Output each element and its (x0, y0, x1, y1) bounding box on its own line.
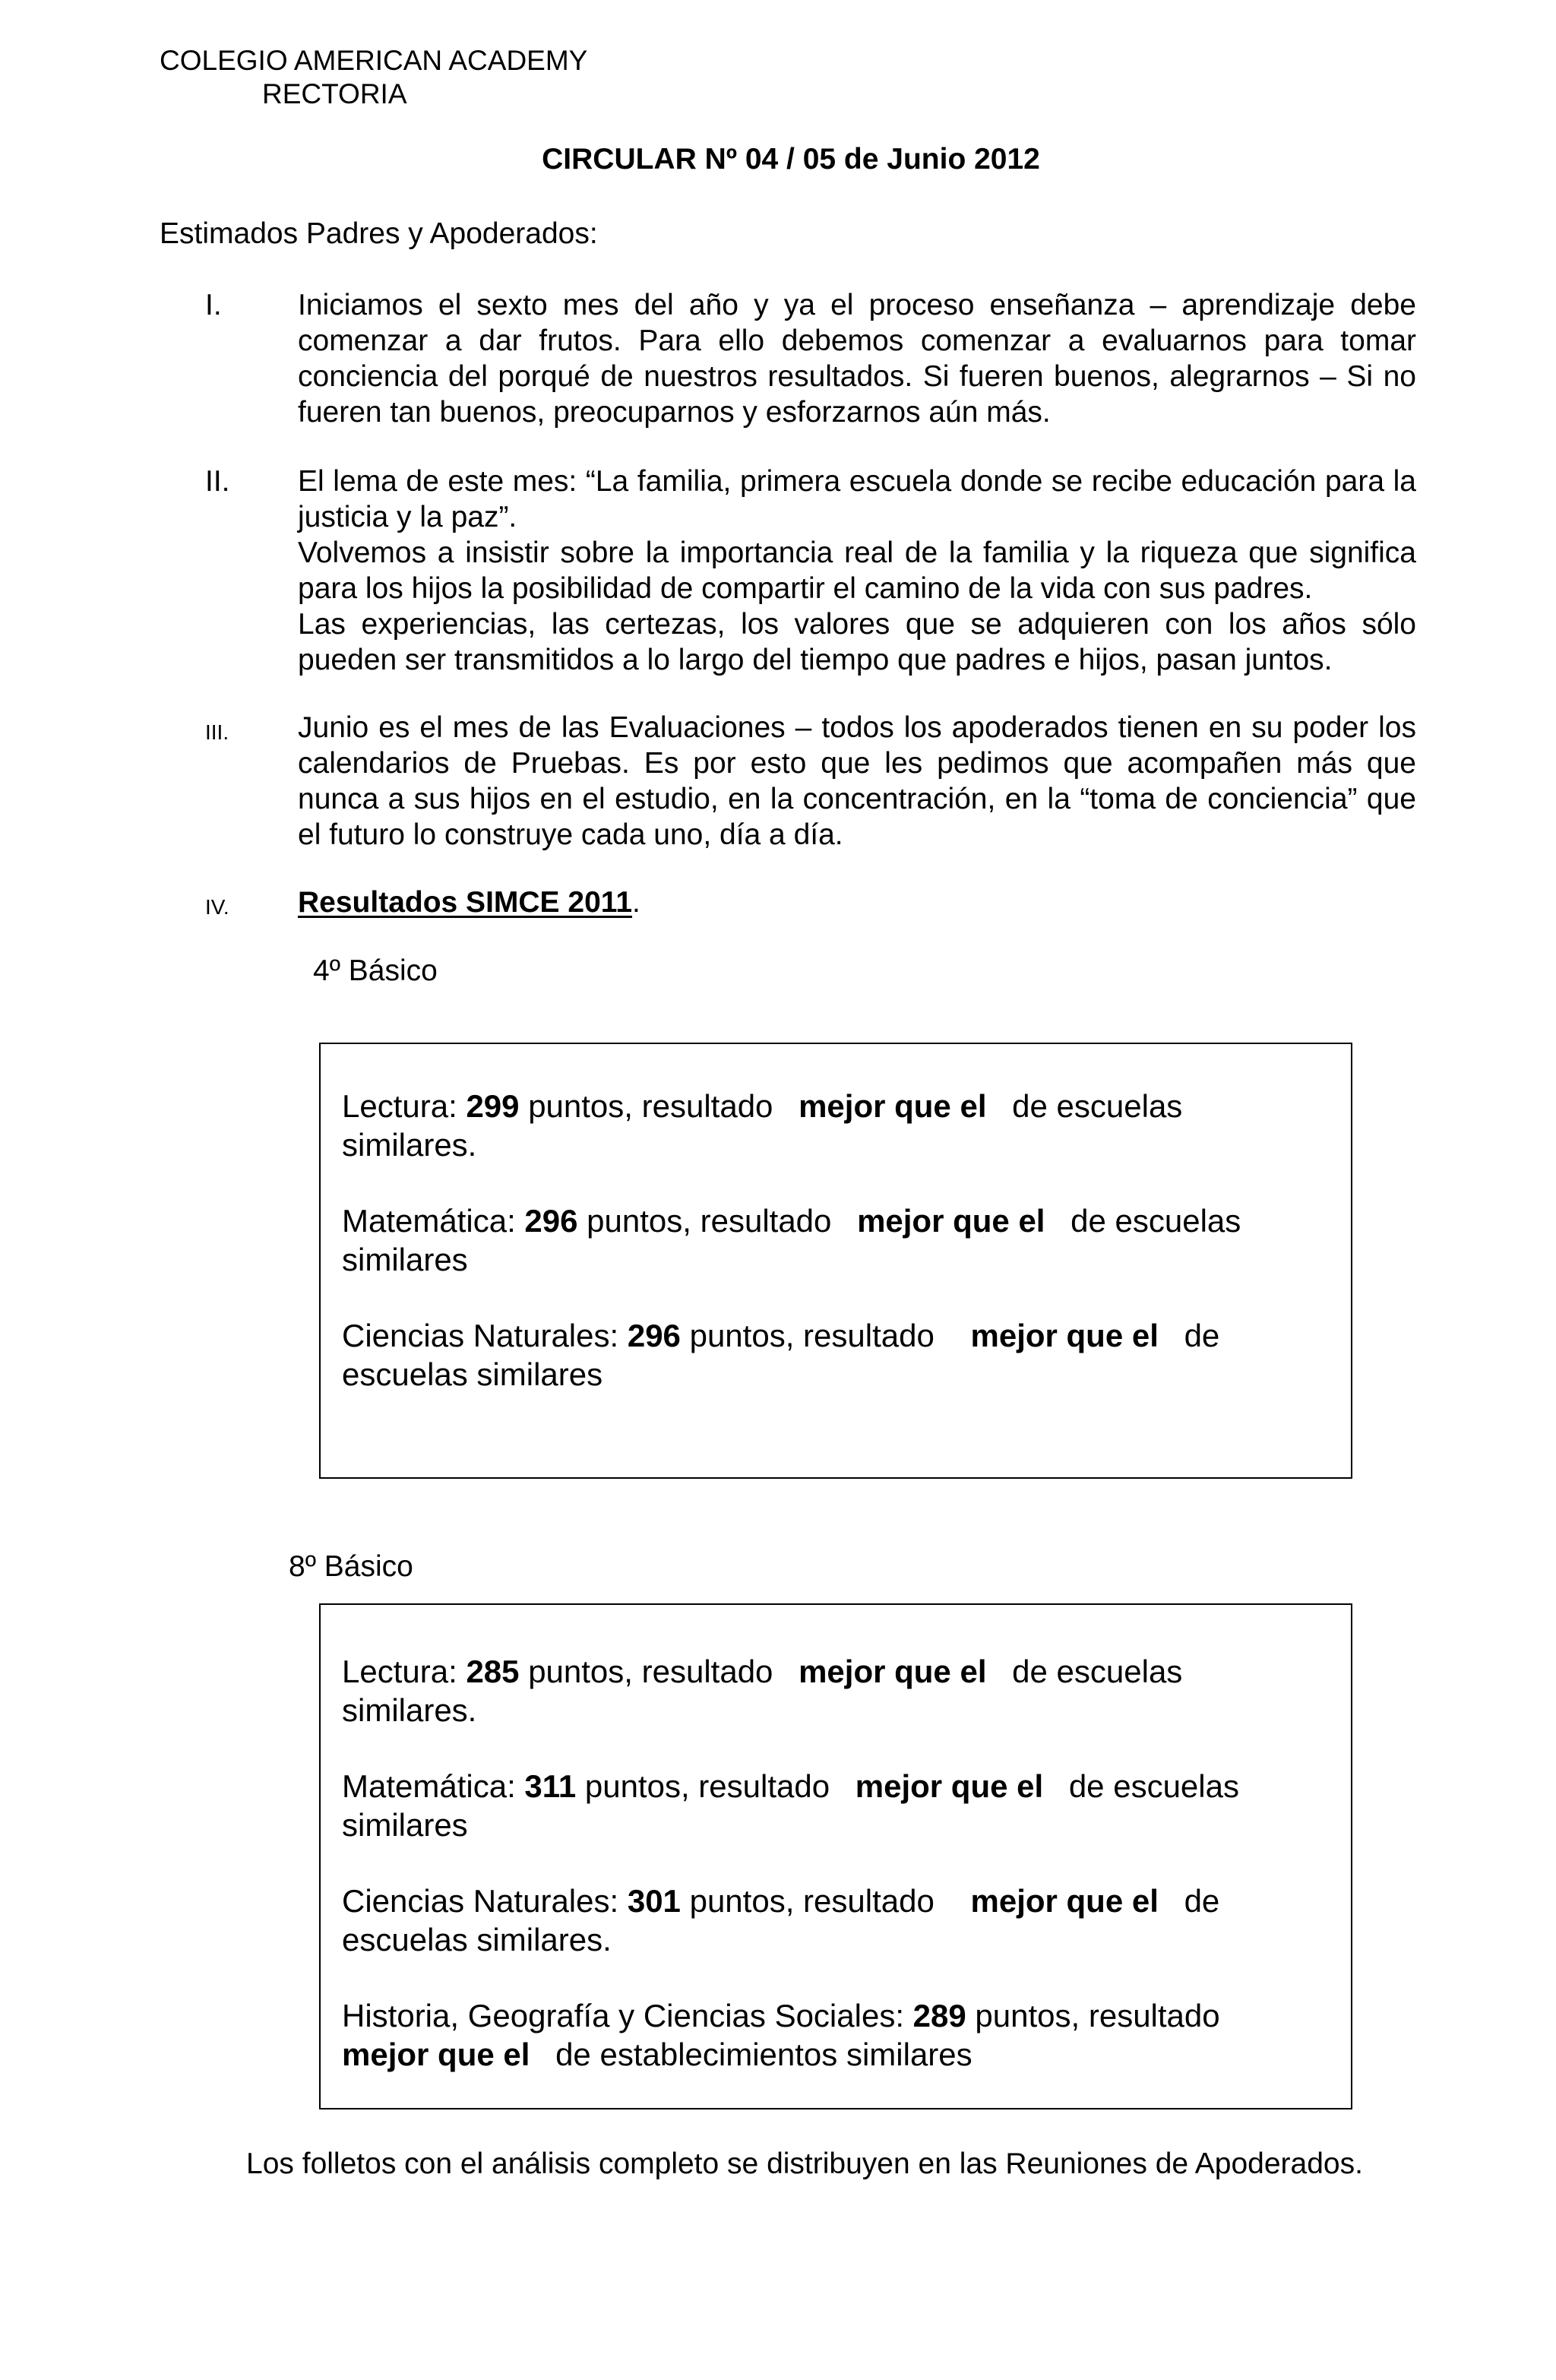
result-lectura (342, 1087, 1307, 1164)
section-text (298, 710, 1416, 853)
comparison-target: de establecimientos similares (555, 2037, 972, 2072)
comparison: mejor que el (970, 1883, 1159, 1919)
section-numeral: III. (205, 720, 229, 744)
results-box-8-basico (319, 1603, 1352, 2109)
circular-title: CIRCULAR Nº 04 / 05 de Junio 2012 (542, 143, 1040, 176)
section-paragraph: Iniciamos el sexto mes del año y ya el proceso enseñanza – aprendizaje debe comenzar a dar frutos. Para ello debemos comenzar a evaluarnos para tomar conciencia del porqué de nuestros resultados. Si fueren buenos, alegrarnos – Si no fueren tan buenos, preocuparnos y esforzarnos aún más. (298, 289, 1416, 429)
comparison-target: de escuelas similares (342, 1318, 1220, 1392)
comparison-target: de escuelas similares. (342, 1883, 1220, 1957)
result-historia (342, 1996, 1307, 2074)
subject-label: Lectura: (342, 1654, 457, 1689)
subject-label: Matemática: (342, 1768, 516, 1804)
comparison: mejor que el (799, 1654, 987, 1689)
result-phrase: puntos, resultado (689, 1318, 935, 1353)
level-label-8-basico: 8º Básico (289, 1550, 413, 1583)
comparison-target: de escuelas similares. (342, 1654, 1183, 1728)
section-paragraph: Junio es el mes de las Evaluaciones – todos los apoderados tienen en su poder los calendarios de Pruebas. Es por esto que les pedimos que acompañen más que nunca a sus hijos en el estudio, en la concentración, en la “toma de conciencia” que el futuro lo construye cada uno, día a día. (298, 711, 1416, 851)
result-matematica (342, 1767, 1307, 1844)
comparison: mejor que el (342, 2037, 530, 2072)
level-label-4-basico: 4º Básico (313, 954, 438, 987)
section-numeral: IV. (205, 895, 229, 919)
result-phrase: puntos, resultado (587, 1203, 832, 1239)
section-paragraph: Las experiencias, las certezas, los valores que se adquieren con los años sólo pueden ser transmitidos a lo largo del tiempo que padres e hijos, pasan juntos. (298, 608, 1416, 676)
result-ciencias (342, 1882, 1307, 1959)
score-value: 296 (627, 1318, 681, 1353)
section-paragraph: Volvemos a insistir sobre la importancia real de la familia y la riqueza que significa para los hijos la posibilidad de compartir el camino de la vida con sus padres. (298, 536, 1416, 605)
result-ciencias (342, 1316, 1307, 1394)
subject-label: Ciencias Naturales: (342, 1883, 619, 1919)
subject-label: Matemática: (342, 1203, 516, 1239)
comparison: mejor que el (970, 1318, 1159, 1353)
subject-label: Ciencias Naturales: (342, 1318, 619, 1353)
score-value: 299 (466, 1088, 520, 1124)
comparison-target: de escuelas similares. (342, 1088, 1183, 1163)
section-text (298, 885, 1416, 920)
score-value: 311 (524, 1768, 577, 1804)
result-lectura (342, 1652, 1307, 1730)
section-text (298, 287, 1416, 430)
score-value: 289 (912, 1998, 966, 2033)
score-value: 285 (466, 1654, 520, 1689)
section-paragraph: El lema de este mes: “La familia, primera escuela donde se recibe educación para la justicia y la paz”. (298, 465, 1416, 533)
section-numeral: II. (205, 465, 230, 498)
salutation: Estimados Padres y Apoderados: (160, 217, 598, 250)
subject-label: Lectura: (342, 1088, 457, 1124)
section-text (298, 464, 1416, 678)
results-box-4-basico (319, 1043, 1352, 1479)
comparison-target: de escuelas similares (342, 1768, 1239, 1843)
score-value: 301 (627, 1883, 681, 1919)
comparison: mejor que el (799, 1088, 987, 1124)
result-phrase: puntos, resultado (528, 1654, 773, 1689)
comparison: mejor que el (857, 1203, 1045, 1239)
result-phrase: puntos, resultado (528, 1088, 773, 1124)
result-matematica (342, 1201, 1307, 1279)
section-numeral: I. (205, 289, 222, 321)
result-phrase: puntos, resultado (689, 1883, 935, 1919)
comparison-target: de escuelas similares (342, 1203, 1241, 1277)
simce-heading-period: . (632, 886, 640, 919)
result-phrase: puntos, resultado (975, 1998, 1220, 2033)
score-value: 296 (524, 1203, 578, 1239)
simce-heading: Resultados SIMCE 2011 (298, 886, 633, 919)
subject-label: Historia, Geografía y Ciencias Sociales: (342, 1998, 904, 2033)
result-phrase: puntos, resultado (584, 1768, 830, 1804)
office-name: RECTORIA (262, 78, 407, 109)
footer-note: Los folletos con el análisis completo se distribuyen en las Reuniones de Apoderados. (246, 2147, 1363, 2180)
school-name: COLEGIO AMERICAN ACADEMY (160, 45, 588, 76)
comparison: mejor que el (855, 1768, 1044, 1804)
